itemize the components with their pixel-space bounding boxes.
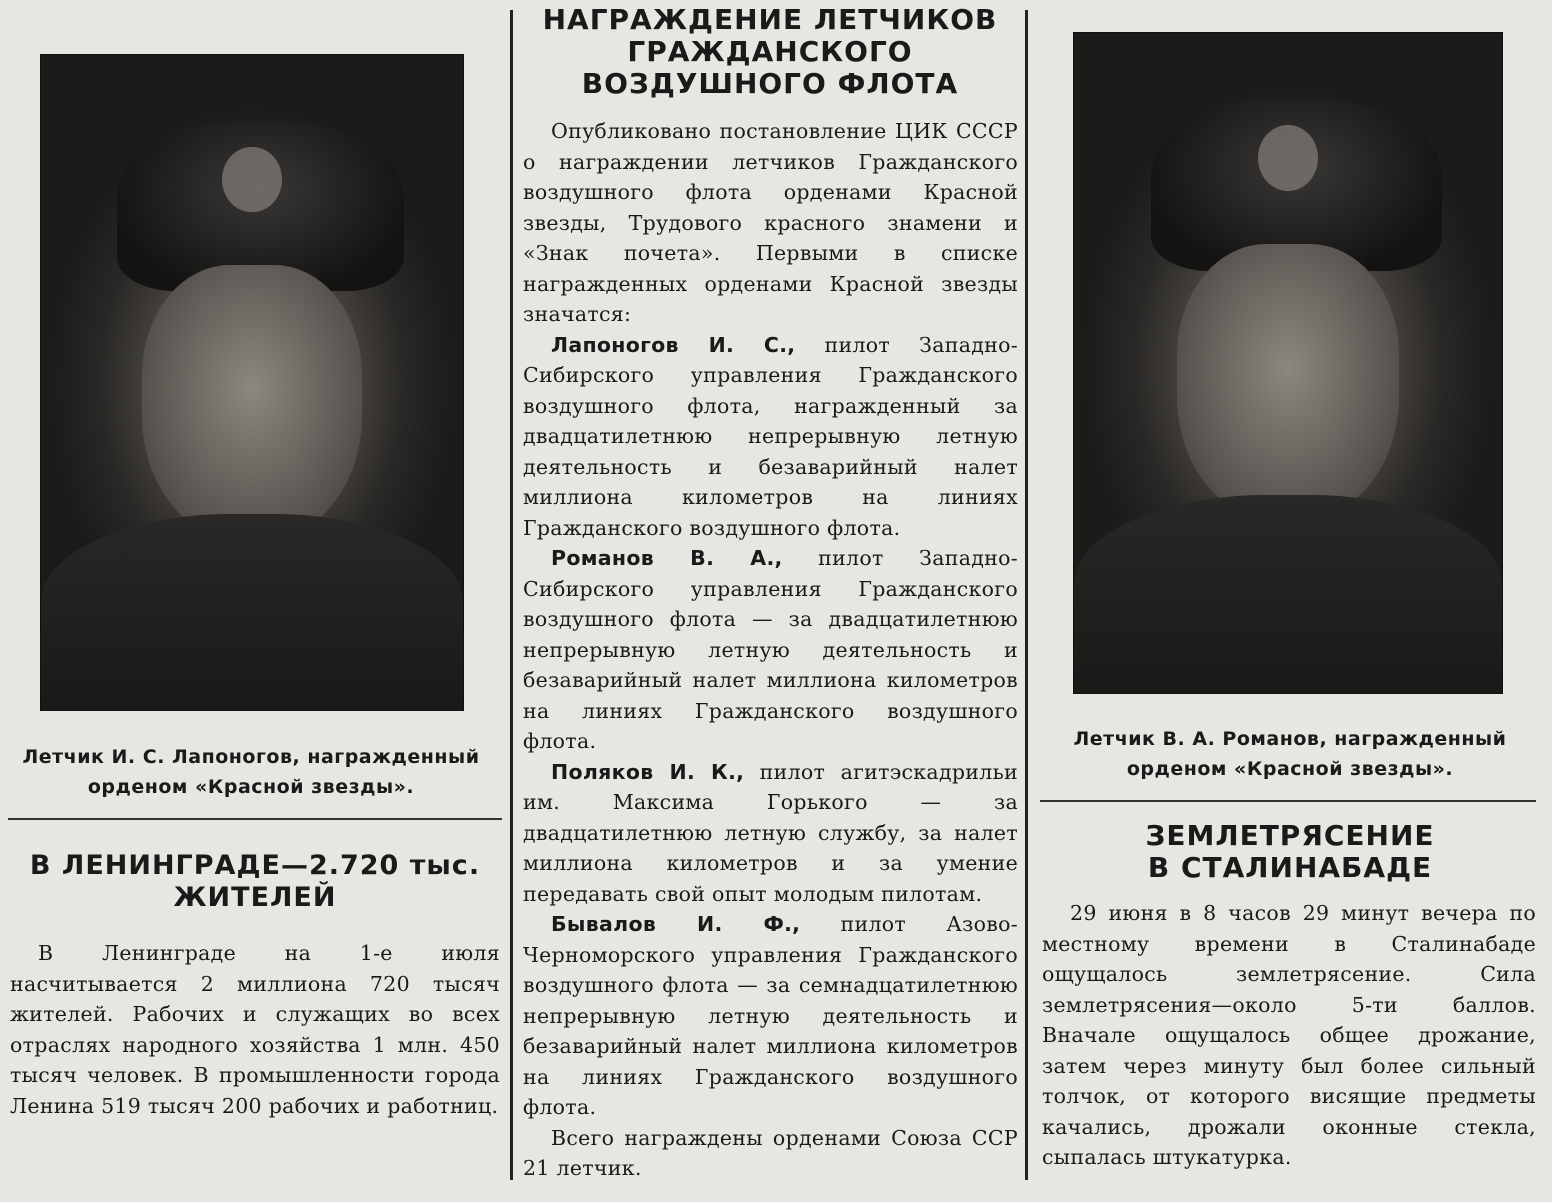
- award-entry: Поляков И. К., пилот агитэскадрильи им. Максима Горького — за двадцатилетнюю летную службу, за налет миллиона километров и за умение передавать свой опыт молодым пилотам.: [523, 759, 1018, 906]
- portrait-photo-laponogov: [40, 54, 464, 711]
- award-entry: Романов В. А., пилот Западно-Сибирского управления Гражданского воздушного флота — за двадцатилетнюю непрерывную летную деятельность и безаварийный налет миллиона километров на линиях Гражданского воздушного флота.: [523, 546, 1018, 753]
- divider: [8, 818, 502, 820]
- article-body-earthquake: 29 июня в 8 часов 29 минут вечера по местному времени в Сталинабаде ощущалось землетрясение. Сила землетрясения—около 5-ти баллов. Вначале ощущалось общее дрожание, затем через минуту был более сильный толчок, от которого висящие предметы качались, дрожали оконные стекла, сыпалась штукатурка.: [1042, 901, 1536, 1169]
- award-entry: Бывалов И. Ф., пилот Азово-Черноморского управления Гражданского воздушного флота — за семнадцатилетнюю непрерывную летную деятельность и безаварийный налет миллиона километров на линиях Гражданского воздушного флота.: [523, 912, 1018, 1119]
- awards-intro: Опубликовано постановление ЦИК СССР о награждении летчиков Гражданского воздушного флота орденами Красной звезды, Трудового красного знамени и «Знак почета». Первыми в списке награжденных орденами Красной звезды значатся:: [523, 119, 1018, 326]
- portrait-photo-romanov: [1073, 32, 1503, 694]
- award-entry: Лапоногов И. С., пилот Западно-Сибирского управления Гражданского воздушного флота, награжденный за двадцатилетнюю непрерывную летную деятельность и безаварийный налет миллиона километров на линиях Гражданского воздушного флота.: [523, 332, 1019, 540]
- article-body-awards: [523, 116, 1018, 1184]
- article-headline-leningrad: В ЛЕНИНГРАДЕ—2.720 тыс. ЖИТЕЛЕЙ: [29, 850, 481, 913]
- awards-closing: Всего награждены орденами Союза ССР 21 летчик.: [523, 1125, 1018, 1180]
- article-body-leningrad: В Ленинграде на 1-е июля насчитывается 2 миллиона 720 тысяч жителей. Рабочих и служащих во всех отраслях народного хозяйства 1 млн. 450 тысяч человек. В промышленности города Ленина 519 тысяч 200 рабочих и работниц.: [10, 941, 500, 1118]
- photo-caption-romanov: Летчик В. А. Романов, награжденный орденом «Красной звезды».: [1073, 728, 1507, 780]
- column-rule-left: [510, 10, 513, 1180]
- column-rule-right: [1025, 10, 1028, 1180]
- photo-caption-laponogov: Летчик И. С. Лапоногов, награжденный орденом «Красной звезды».: [22, 746, 480, 798]
- article-headline-earthquake: ЗЕМЛЕТРЯСЕНИЕ В СТАЛИНАБАДЕ: [1145, 819, 1435, 884]
- divider: [1040, 800, 1536, 802]
- article-headline-awards: НАГРАЖДЕНИЕ ЛЕТЧИКОВ ГРАЖДАНСКОГО ВОЗДУШНОГО ФЛОТА: [542, 3, 998, 100]
